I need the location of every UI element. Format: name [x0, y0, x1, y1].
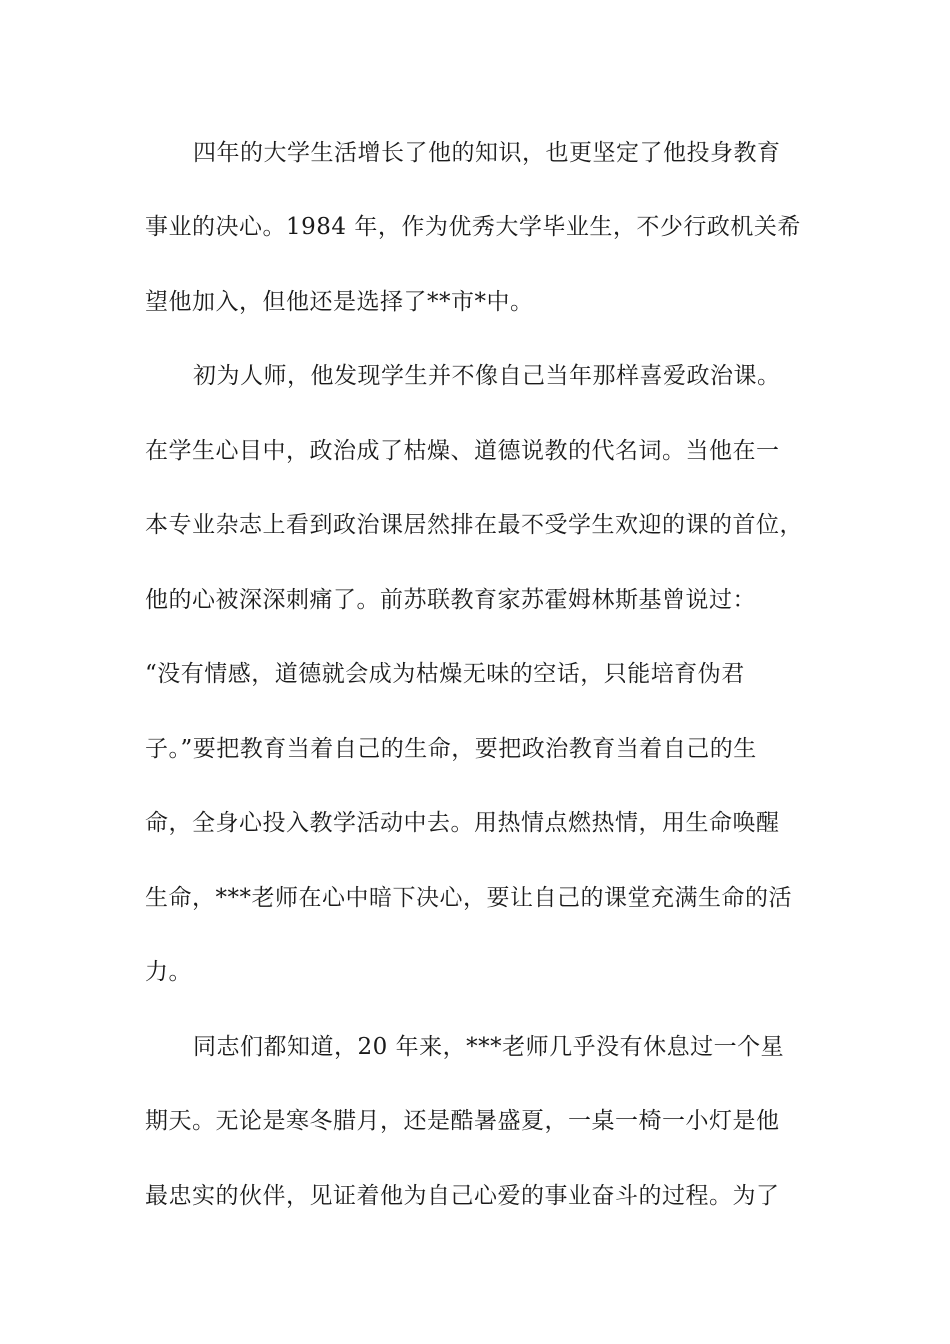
- paragraph-3-line-3: 最忠实的伙伴，见证着他为自己心爱的事业奋斗的过程。为了: [145, 1183, 780, 1209]
- paragraph-2-line-1: 初为人师，他发现学生并不像自己当年那样喜爱政治课。: [193, 363, 781, 389]
- paragraph-2-line-2: 在学生心目中，政治成了枯燥、道德说教的代名词。当他在一: [145, 438, 780, 464]
- paragraph-1-line-2: 事业的决心。1984 年，作为优秀大学毕业生，不少行政机关希: [145, 214, 801, 240]
- paragraph-2-line-5: “没有情感，道德就会成为枯燥无味的空话，只能培育伪君: [145, 661, 745, 687]
- paragraph-2-line-4: 他的心被深深刺痛了。前苏联教育家苏霍姆林斯基曾说过：: [145, 587, 756, 613]
- paragraph-3-line-1: 同志们都知道，20 年来，***老师几乎没有休息过一个星: [193, 1034, 785, 1060]
- paragraph-2-line-8: 生命，***老师在心中暗下决心，要让自己的课堂充满生命的活: [145, 885, 792, 911]
- paragraph-2-line-7: 命，全身心投入教学活动中去。用热情点燃热情，用生命唤醒: [145, 810, 780, 836]
- paragraph-1-line-1: 四年的大学生活增长了他的知识，也更坚定了他投身教育: [193, 140, 781, 166]
- paragraph-2-line-9: 力。: [145, 959, 192, 985]
- paragraph-3-line-2: 期天。无论是寒冬腊月，还是酷暑盛夏，一桌一椅一小灯是他: [145, 1108, 780, 1134]
- paragraph-2-line-6: 子。”要把教育当着自己的生命，要把政治教育当着自己的生: [145, 736, 757, 762]
- paragraph-2-line-3: 本专业杂志上看到政治课居然排在最不受学生欢迎的课的首位，: [145, 512, 803, 538]
- paragraph-1-line-3: 望他加入，但他还是选择了**市*中。: [145, 289, 534, 315]
